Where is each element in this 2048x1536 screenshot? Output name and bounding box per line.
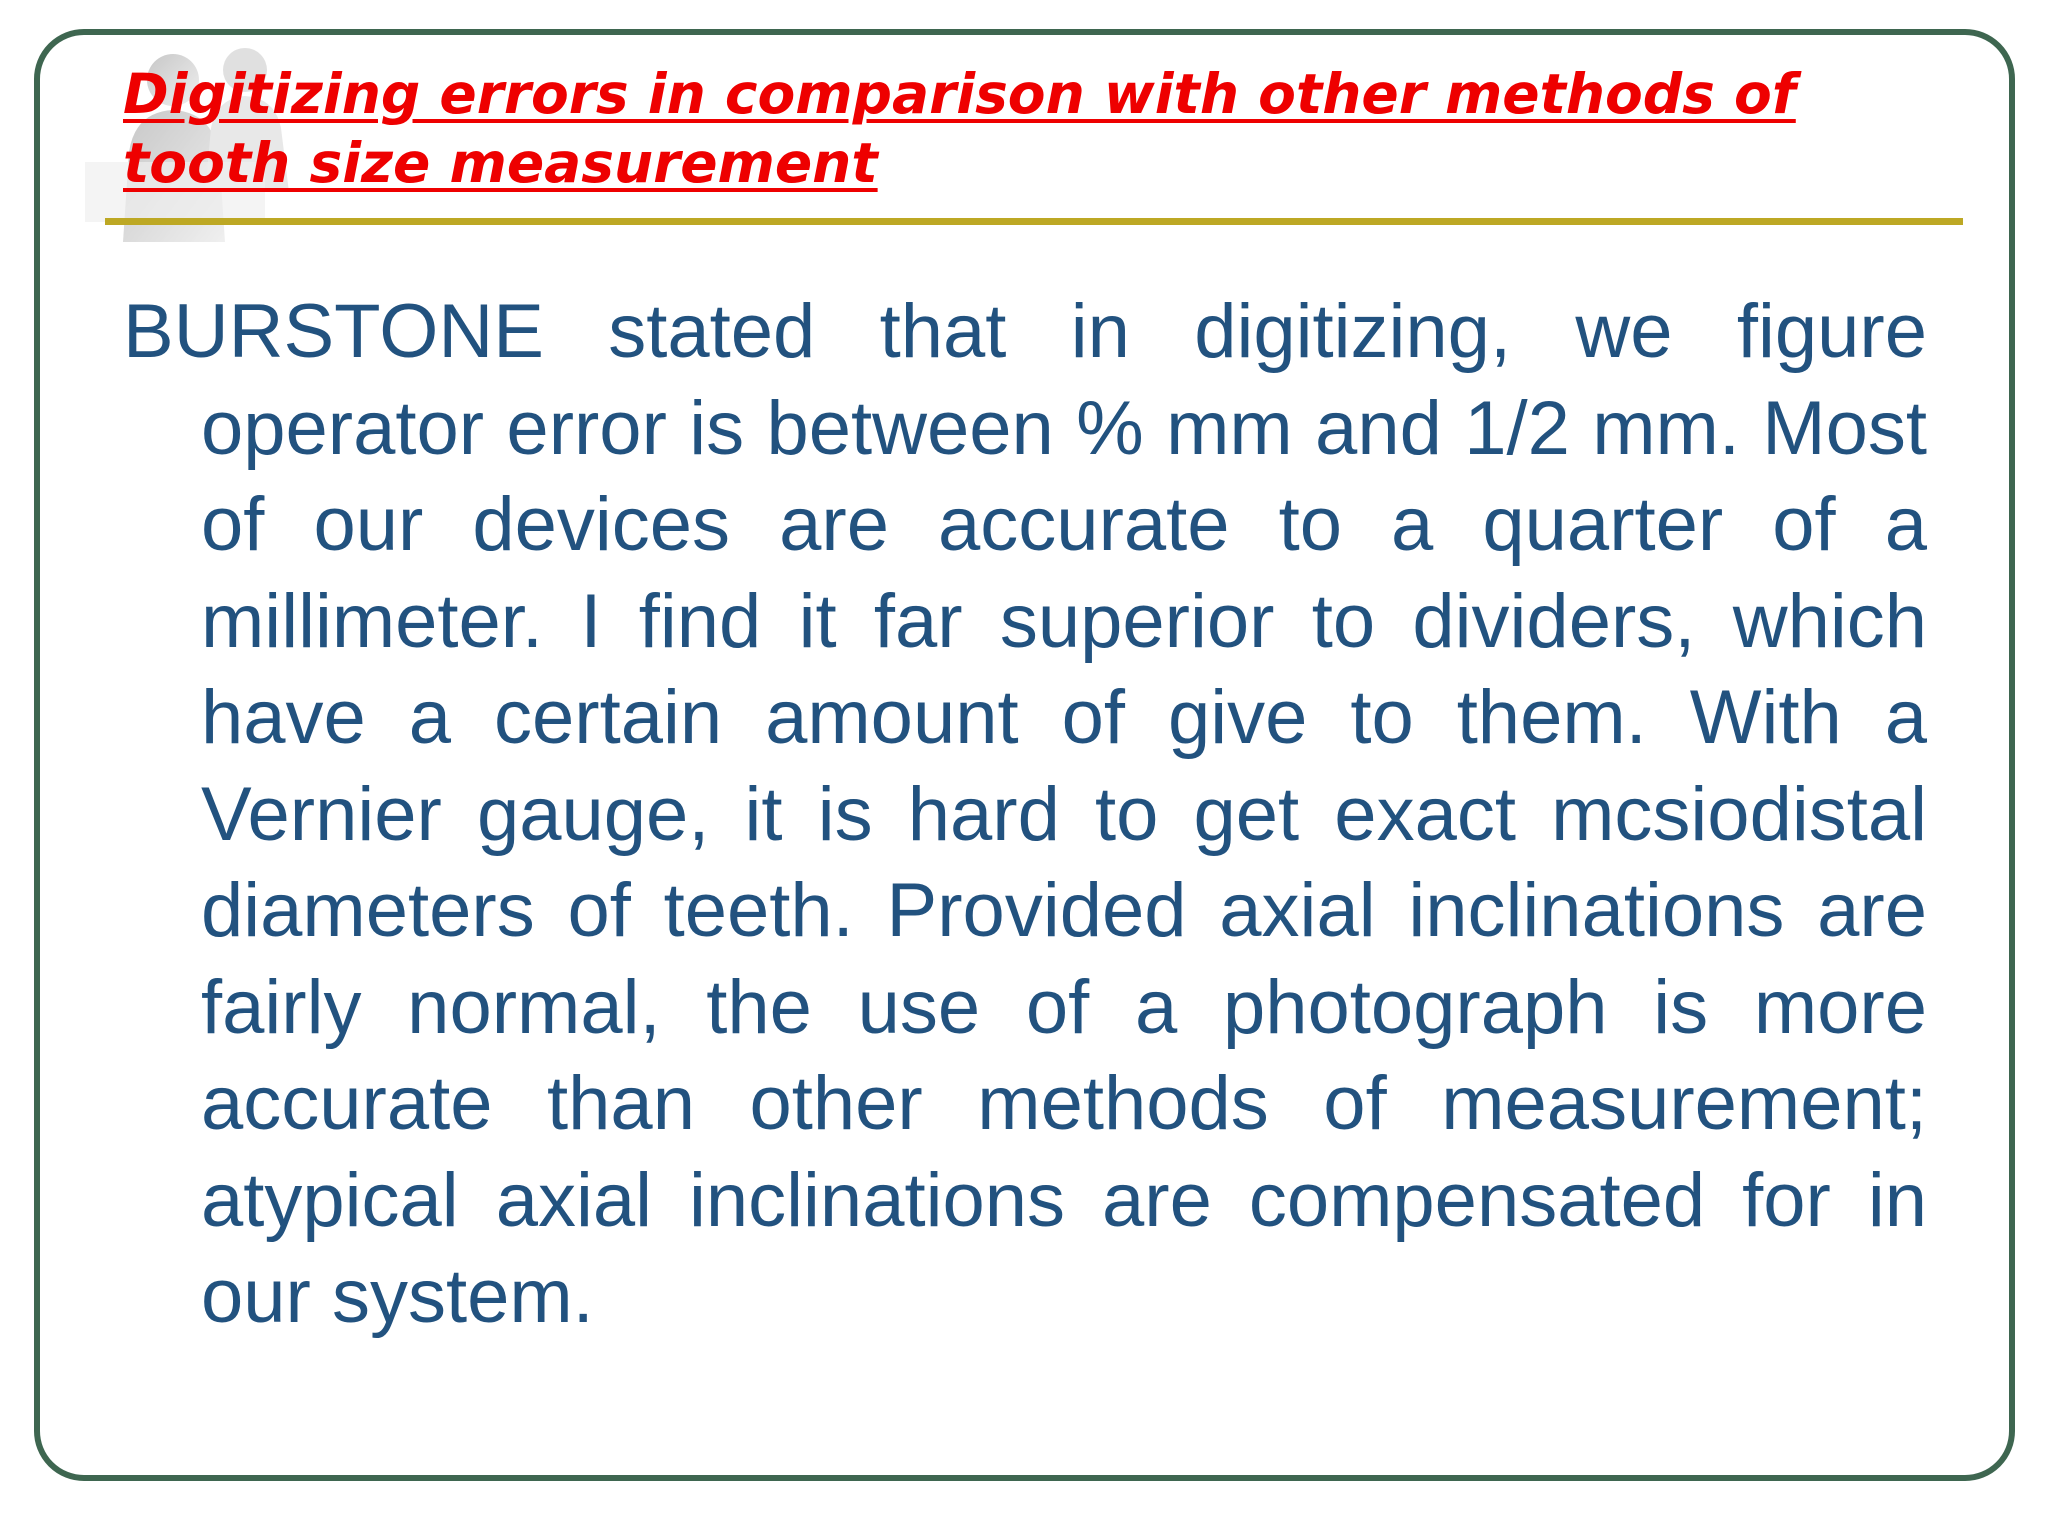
title-divider	[105, 218, 1963, 225]
body-paragraph: BURSTONE stated that in digitizing, we figure operator error is between % mm and 1/2 mm. Most of our devices are accurate to a quarter of a millimeter. I find it far superior to dividers, which have a certain amount of give to them. With a Vernier gauge, it is hard to get exact mcsiodistal diameters of teeth. Provided axial inclinations are fairly normal, the use of a photograph is more accurate than other methods of measurement; atypical axial inclinations are compensated for in our system.	[123, 289, 1927, 1339]
slide-title: Digitizing errors in comparison with other methods of tooth size measurement	[123, 62, 1796, 195]
